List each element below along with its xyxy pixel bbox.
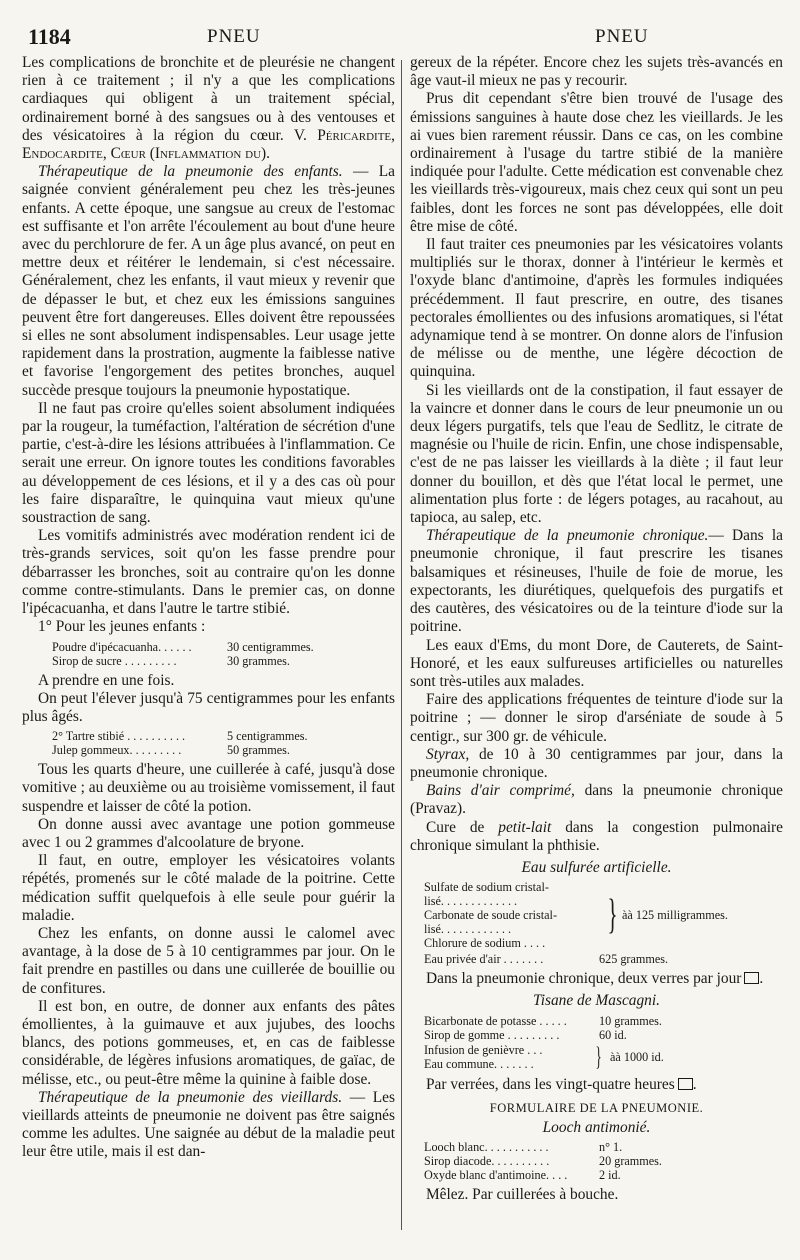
paragraph: Les complications de bronchite et de pleurésie ne changent rien à ce traitement ; il n'y a que les complications cardiaques qui obligent à un traitement spécial, ordinairement borné à des sangsues ou à des ventouses et des vésicatoires à la région du cœur. V. Péricardite, Endocardite, Cœur (Inflammation du). [22,54,395,163]
formula-item: Eau commune. . . . . . . [424,1056,534,1071]
paragraph: Chez les enfants, on donne aussi le calomel avec avantage, à la dose de 5 à 10 centigrammes par jour. On le fait prendre en pastilles ou dans une cuillerée de bouillie ou de confitures. [22,924,395,997]
prescription-row: Sirop de gomme . . . . . . . . . 60 id. [424,1027,627,1042]
page-number: 1184 [28,24,71,49]
paragraph: Les vomitifs administrés avec modération rendent ici de très-grands services, soit qu'on les fasse prendre pour débarrasser les bronches, soit au contraire qu'on les donne comme contre-stimulants. Dans le premier cas, on donne l'ipécacuanha, et dans l'autre le tartre stibié. [22,527,395,618]
right-column [410,54,783,1204]
remedy-name: Bains d'air comprimé, [426,782,575,800]
section-heading: FORMULAIRE DE LA PNEUMONIE. [489,1100,704,1115]
paragraph: Prus dit cependant s'être bien trouvé de l'usage des émissions sanguines à haute dose chez les vieillards. Je les ai vues bien rarement réussir. Dans ce cas, on les combine ordinairement à l'usage du tartre stibié de la manière indiquée pour l'adulte. Cette médication est convenable chez les vieillards très-vigoureux, mais chez ceux qui sont un peu faibles, dont les forces ne sont pas développées, elle doit être mise de côté. [410,90,783,235]
paragraph: Les eaux d'Ems, du mont Dore, de Cauterets, de Saint-Honoré, et les eaux sulfureuses artificielles ou naturelles sont très-utiles aux malades. [410,636,783,690]
paragraph: Thérapeutique de la pneumonie des enfants. — La saignée convient généralement peu chez les très-jeunes enfants. A cette époque, une sangsue au creux de l'estomac est suffisante et l'on arrête l'écoulement au bout d'une heure avec du perchlorure de fer. A un âge plus avancé, on peut en mettre deux et réitérer le lendemain, si c'est nécessaire. Généralement, chez les enfants, il vaut mieux y revenir que de dépasser le but, et chez eux les émissions sanguines peuvent être fort dangereuses. Elles doivent être repoussées si elles ne sont absolument indispensables. Leur usage jette rapidement dans la prostration, augmente la faiblesse native et favorise l'engorgement des petites bronches, auquel succède presque toujours la pneumonie hypostatique. [22,163,395,399]
paragraph: Si les vieillards ont de la constipation, il faut essayer de la vaincre et donner dans le cours de leur pneumonie un ou deux légers purgatifs, tels que l'eau de Sedlitz, le citrate de magnésie ou l'huile de ricin. Enfin, une chose indispensable, c'est de ne pas laisser les vieillards à la diète ; il faut leur donner du bouillon, et dès que l'état local le permet, une alimentation plus forte : de légers potages, au racahout, au tapioca, au salep, etc. [410,381,783,527]
column-rule [401,60,402,1230]
formula-title: Tisane de Mascagni. [533,992,660,1010]
prescription-row: Sirop de sucre . . . . . . . . . 30 grammes. [52,653,290,668]
paragraph: On donne aussi avec avantage une potion gommeuse avec 1 ou 2 grammes d'alcoolature de bryone. [22,815,395,851]
formula-title: Looch antimonié. [542,1118,651,1136]
square-symbol [678,1078,693,1090]
paragraph: Il est bon, en outre, de donner aux enfants des pâtes émollientes, à la guimauve et aux jujubes, des loochs blancs, des potions gommeuses, et, en cas de faiblesse considérable, de légères infusions aromatiques, de gaïac, de mélisse, etc., ou peut-être même la quinine à faible dose. [22,997,395,1088]
left-column [22,54,395,1162]
brace: } [607,892,618,939]
formula-title: Eau sulfurée artificielle. [521,858,672,876]
paragraph: Par verrées, dans les vingt-quatre heures . [426,1075,697,1093]
paragraph: 1° Pour les jeunes enfants : [38,618,206,636]
paragraph: gereux de la répéter. Encore chez les sujets très-avancés en âge vaut-il mieux ne pas y recourir. [410,54,783,90]
prescription-row: Oxyde blanc d'antimoine. . . . 2 id. [424,1168,621,1183]
formula-item: Carbonate de soude cristal- [424,908,557,923]
paragraph: Faire des applications fréquentes de teinture d'iode sur la poitrine ; — donner le sirop d'arséniate de soude à 5 centigr., sur 300 gr. de véhicule. [410,691,783,745]
paragraph: A prendre en une fois. [38,671,175,689]
paragraph: Bains d'air comprimé, dans la pneumonie chronique (Pravaz). [410,782,783,818]
formula-amount: àà 125 milligrammes. [622,908,728,923]
formula-amount: àà 1000 id. [610,1049,664,1064]
paragraph: Mêlez. Par cuillerées à bouche. [426,1186,619,1204]
running-title-left: PNEU [207,26,261,47]
prescription [424,1140,783,1182]
paragraph: Thérapeutique de la pneumonie des vieillards. — Les vieillards atteints de pneumonie ne doivent pas être saignés comme les adultes. Une saignée au début de la maladie peut leur être utile, mais il est dan- [22,1088,395,1161]
prescription [52,729,395,757]
prescription-row: Looch blanc. . . . . . . . . . . n° 1. [424,1140,623,1155]
remedy-name: petit-lait [498,818,552,836]
prescription-row: Poudre d'ipécacuanha. . . . . . 30 centigrammes. [52,639,314,654]
formula-item: Infusion de genièvre . . . [424,1042,543,1057]
remedy-name: Styrax, [426,745,470,763]
prescription-row: Bicarbonate de potasse . . . . . 10 grammes. [424,1013,662,1028]
paragraph: Tous les quarts d'heure, une cuillerée à café, jusqu'à dose vomitive ; au deuxième ou au troisième vomissement, il faut suspendre et laisser de côté la potion. [22,761,395,815]
page-header [22,20,778,54]
prescription-row: Eau privée d'air . . . . . . . 625 grammes. [424,952,669,967]
prescription-row: Sirop diacode. . . . . . . . . . 20 grammes. [424,1154,662,1169]
cross-references: Péricardite, Endocardite, Cœur (Inflammation du). [22,126,395,163]
section-title: Thérapeutique de la pneumonie des enfants. [38,163,343,181]
brace: } [595,1041,602,1071]
formula-item: Chlorure de sodium . . . . [424,936,546,951]
paragraph: Dans la pneumonie chronique, deux verres par jour . [426,970,764,988]
paragraph: Styrax, de 10 à 30 centigrammes par jour, dans la pneumonie chronique. [410,745,783,781]
prescription [52,640,395,668]
paragraph: Cure de petit-lait dans la congestion pulmonaire chronique simulant la phthisie. [410,818,784,854]
section-title: Thérapeutique de la pneumonie des vieillards. [38,1088,343,1106]
prescription [424,952,783,966]
running-title-right: PNEU [595,26,649,47]
formula-item: Sulfate de sodium cristal- [424,880,549,895]
prescription [424,1014,783,1042]
formula-group [424,880,783,950]
section-title: Thérapeutique de la pneumonie chronique. [426,527,709,545]
paragraph: Il ne faut pas croire qu'elles soient absolument indiquées par la rougeur, la tuméfaction, l'altération de sécrétion d'une partie, c'est-à-dire les lésions attribuées à l'inflammation. Ce serait une erreur. On ignore toutes les conditions favorables au développement de ces lésions, et il y a des cas où pour les faire disparaître, le quinquina vaut mieux qu'une soustraction de sang. [22,399,395,527]
formula-item: lisé. . . . . . . . . . . . [424,922,512,937]
formula-item: lisé. . . . . . . . . . . . . [424,894,518,909]
paragraph: Il faut traiter ces pneumonies par les vésicatoires volants multipliés sur le thorax, donner à l'intérieur le kermès et l'oxyde blanc d'antimoine, d'après les formules indiquées précédemment. Il faut prescrire, en outre, des tisanes pectorales émollientes ou des infusions aromatiques, si l'état adynamique tend à se montrer. On donne alors de l'infusion de mélisse ou de menthe, une légère décoction de quinquina. [410,236,783,381]
prescription-row: Julep gommeux. . . . . . . . . 50 grammes. [52,743,290,758]
paragraph: Thérapeutique de la pneumonie chronique.— Dans la pneumonie chronique, il faut prescrire les tisanes balsamiques et résineuses, l'huile de foie de morue, les expectorants, les diurétiques, quelquefois des purgatifs et des cautères, des vésicatoires ou de la teinture d'iode sur la poitrine. [410,527,783,636]
paragraph: On peut l'élever jusqu'à 75 centigrammes pour les enfants plus âgés. [22,689,395,725]
formula-group [424,1043,783,1071]
prescription-row: 2° Tartre stibié . . . . . . . . . . 5 centigrammes. [52,729,308,744]
paragraph: Il faut, en outre, employer les vésicatoires volants répétés, promenés sur le côté malade de la poitrine. Cette médication suffit quelquefois à elle seule pour guérir la maladie. [22,852,395,924]
square-symbol [744,972,759,984]
